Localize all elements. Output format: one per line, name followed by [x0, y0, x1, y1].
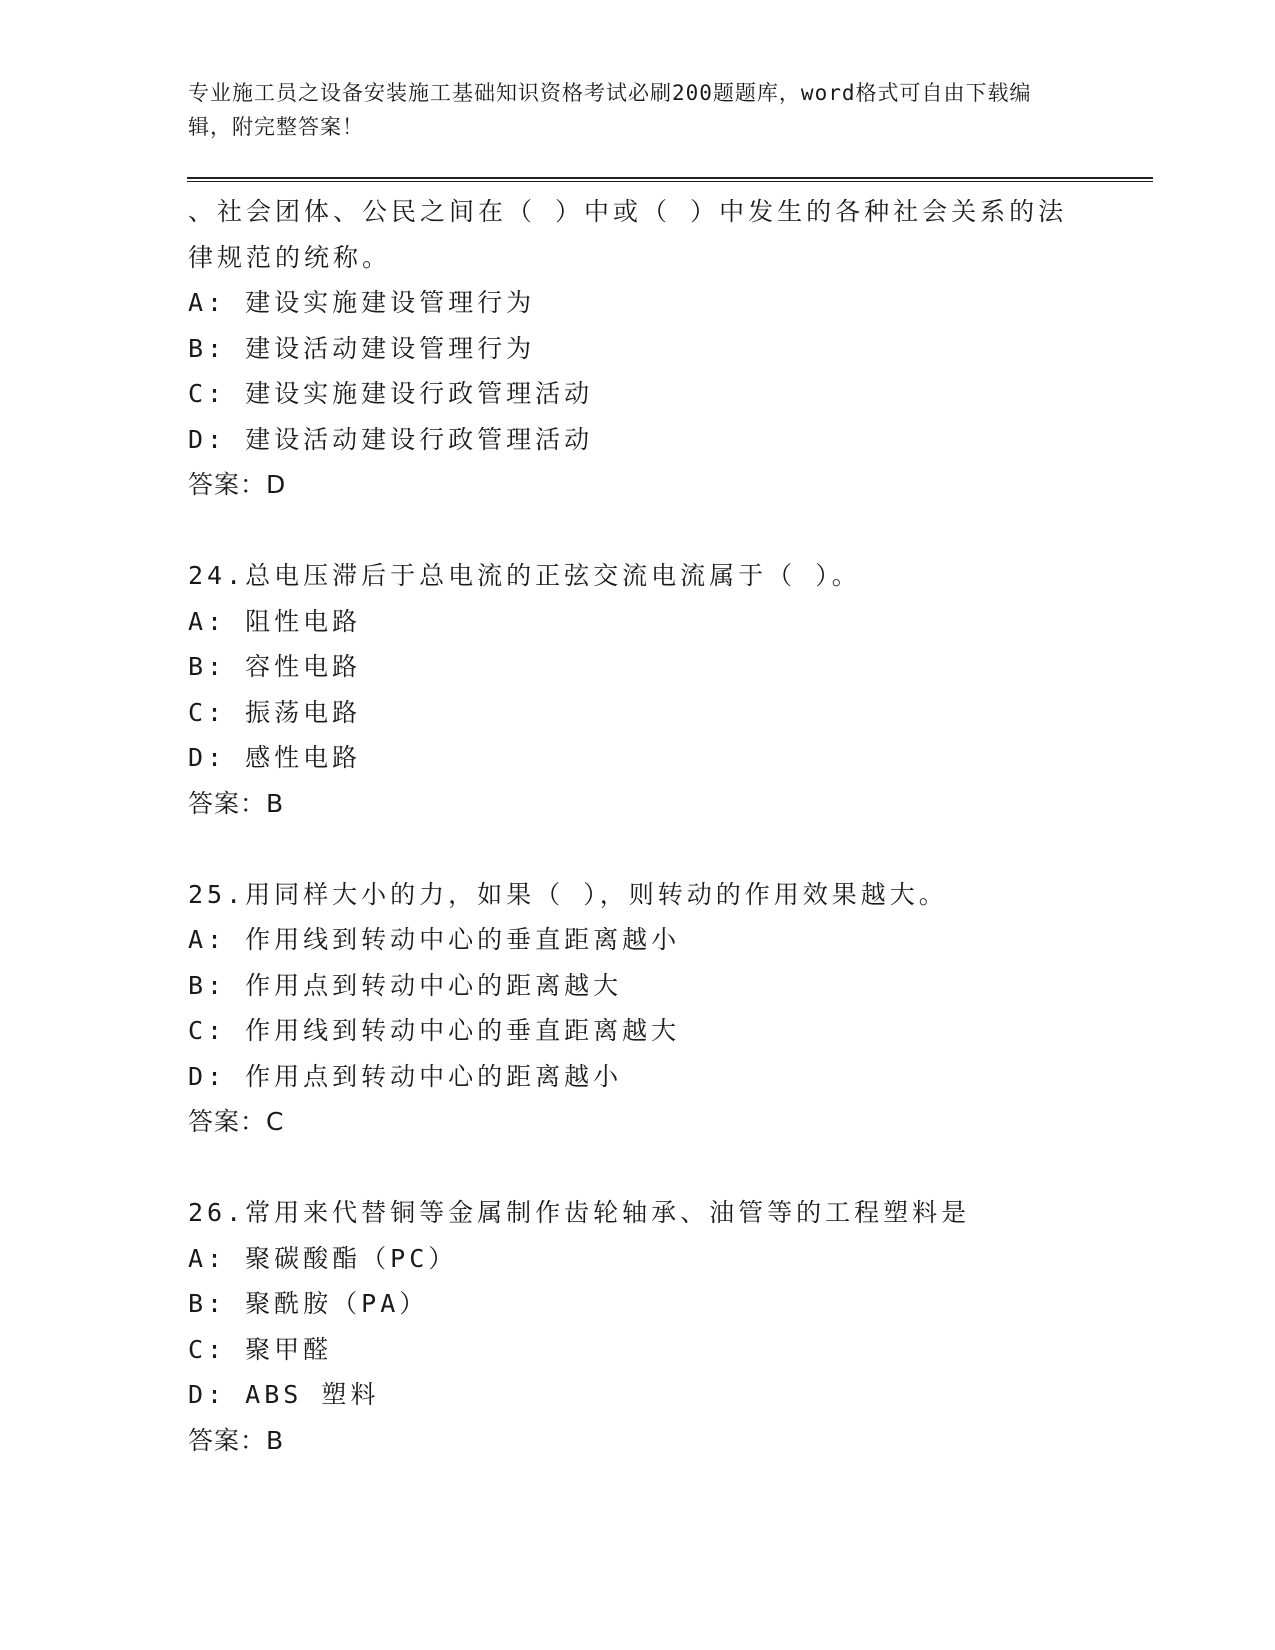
question-24	[188, 553, 1088, 826]
option-a: A: 阻性电路	[188, 606, 362, 636]
option-b: B: 作用点到转动中心的距离越大	[188, 970, 623, 1000]
answer: 答案：B	[188, 1425, 285, 1455]
option-d: D: 感性电路	[188, 743, 362, 772]
question-25	[188, 872, 1088, 1145]
option-c: C: 振荡电路	[188, 697, 362, 727]
answer: 答案：D	[188, 470, 287, 499]
option-c: C: 作用线到转动中心的垂直距离越大	[188, 1016, 681, 1045]
question-stem-continued: 律规范的统称。	[188, 242, 392, 272]
option-d: D: 作用点到转动中心的距离越小	[188, 1061, 623, 1091]
option-c: C: 建设实施建设行政管理活动	[188, 379, 594, 408]
question-stem: 25.用同样大小的力，如果（ ），则转动的作用效果越大。	[188, 879, 948, 909]
option-a: A: 作用线到转动中心的垂直距离越小	[188, 925, 681, 954]
header-divider	[187, 177, 1153, 182]
question-list	[188, 189, 1088, 1463]
option-a: A: 建设实施建设管理行为	[188, 288, 536, 317]
document-title: 专业施工员之设备安装施工基础知识资格考试必刷200题题库，word格式可自由下载编辑，附完整答案！	[188, 81, 1032, 139]
spacer	[188, 826, 1088, 872]
answer: 答案：B	[188, 788, 285, 818]
question-stem: 26.常用来代替铜等金属制作齿轮轴承、油管等的工程塑料是	[188, 1198, 971, 1227]
option-d: D: ABS 塑料	[188, 1380, 380, 1409]
option-c: C: 聚甲醛	[188, 1334, 333, 1364]
option-b: B: 容性电路	[188, 652, 362, 681]
question-stem: 24.总电压滞后于总电流的正弦交流电流属于（ ）。	[188, 561, 861, 590]
spacer	[188, 1145, 1088, 1191]
option-d: D: 建设活动建设行政管理活动	[188, 424, 594, 454]
document-header	[188, 76, 1068, 144]
question-stem: 、社会团体、公民之间在（ ）中或（ ）中发生的各种社会关系的法	[188, 197, 1068, 226]
answer: 答案：C	[188, 1107, 285, 1136]
option-a: A: 聚碳酸酯（PC）	[188, 1243, 458, 1273]
spacer	[188, 508, 1088, 554]
option-b: B: 建设活动建设管理行为	[188, 333, 536, 363]
question-26	[188, 1190, 1088, 1463]
option-b: B: 聚酰胺（PA）	[188, 1289, 429, 1318]
question-23	[188, 189, 1088, 508]
